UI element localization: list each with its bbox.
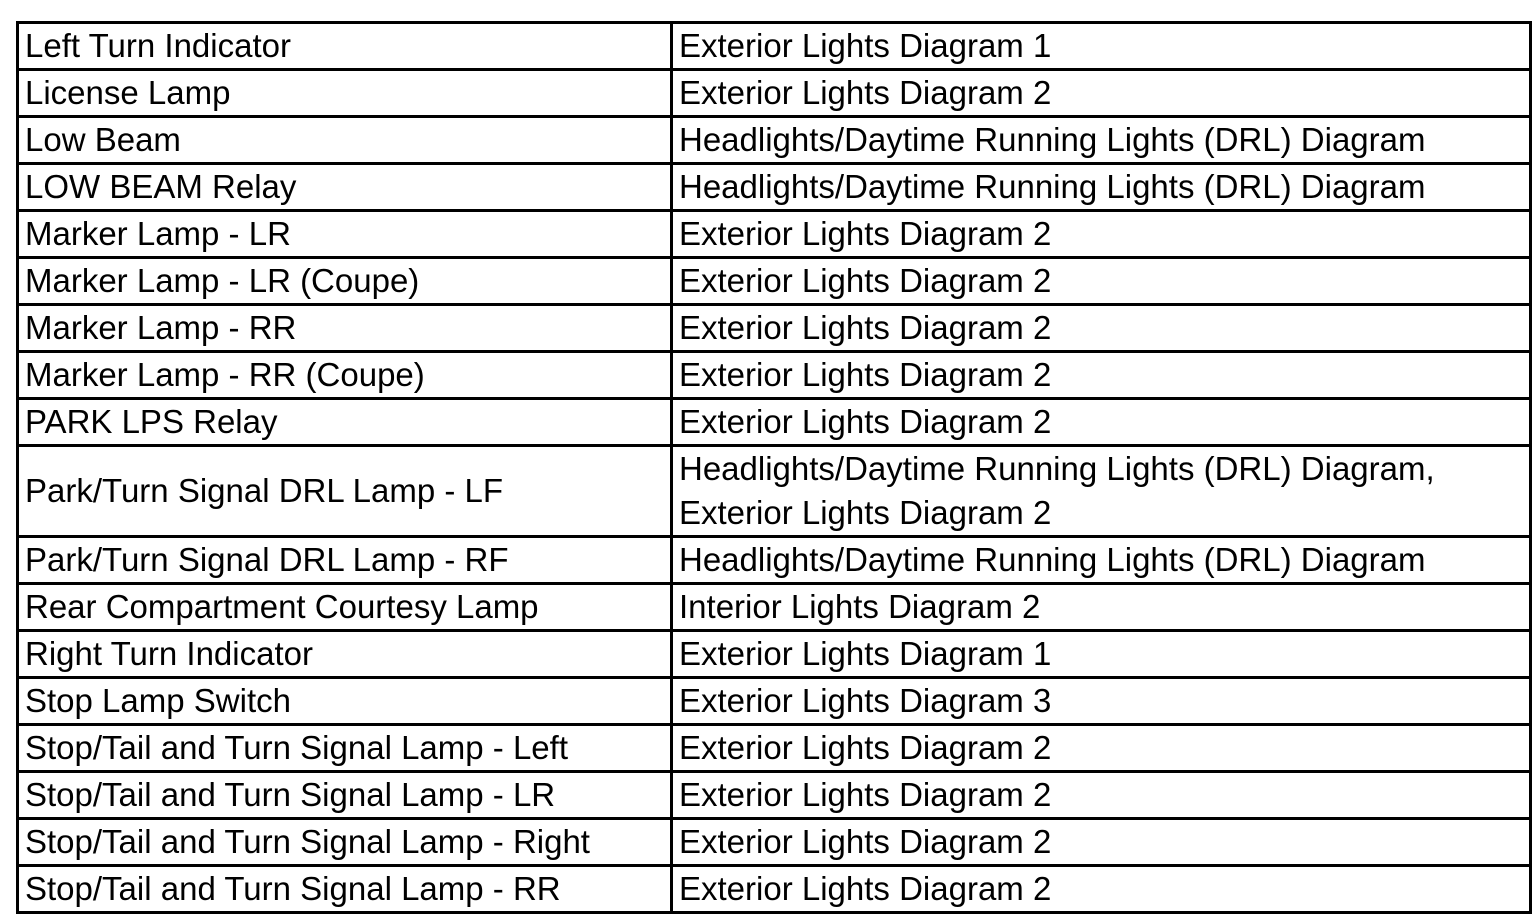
component-cell: Marker Lamp - RR	[18, 305, 672, 352]
diagram-reference: Exterior Lights Diagram 2	[679, 870, 1052, 907]
diagram-cell	[672, 164, 1531, 211]
diagram-reference: Exterior Lights Diagram 2	[679, 356, 1052, 393]
component-cell: Low Beam	[18, 117, 672, 164]
diagram-reference: Exterior Lights Diagram 2	[679, 823, 1052, 860]
diagram-cell	[672, 584, 1531, 631]
diagram-reference: Headlights/Daytime Running Lights (DRL) Diagram	[679, 541, 1426, 578]
diagram-reference: Exterior Lights Diagram 2	[679, 215, 1052, 252]
diagram-cell	[672, 866, 1531, 913]
table-row	[18, 725, 1531, 772]
diagram-cell	[672, 305, 1531, 352]
diagram-cell	[672, 819, 1531, 866]
diagram-reference: Exterior Lights Diagram 2	[679, 309, 1052, 346]
table-row	[18, 678, 1531, 725]
component-cell: Rear Compartment Courtesy Lamp	[18, 584, 672, 631]
diagram-cell	[672, 211, 1531, 258]
diagram-reference: Exterior Lights Diagram 2	[679, 494, 1052, 531]
component-cell: Left Turn Indicator	[18, 23, 672, 70]
diagram-reference: Interior Lights Diagram 2	[679, 588, 1041, 625]
diagram-reference: Exterior Lights Diagram 1	[679, 27, 1052, 64]
table-row	[18, 117, 1531, 164]
diagram-reference: Headlights/Daytime Running Lights (DRL) Diagram,	[679, 450, 1435, 487]
component-cell: PARK LPS Relay	[18, 399, 672, 446]
component-cell: Right Turn Indicator	[18, 631, 672, 678]
table-row	[18, 258, 1531, 305]
table-row	[18, 866, 1531, 913]
component-cell: Marker Lamp - LR (Coupe)	[18, 258, 672, 305]
component-cell: Park/Turn Signal DRL Lamp - RF	[18, 537, 672, 584]
diagram-cell	[672, 352, 1531, 399]
diagram-cell	[672, 678, 1531, 725]
diagram-cell	[672, 446, 1531, 537]
diagram-reference: Exterior Lights Diagram 3	[679, 682, 1052, 719]
diagram-cell	[672, 631, 1531, 678]
diagram-cell	[672, 258, 1531, 305]
table-row	[18, 631, 1531, 678]
diagram-reference: Exterior Lights Diagram 2	[679, 403, 1052, 440]
table-row	[18, 164, 1531, 211]
component-cell: Stop/Tail and Turn Signal Lamp - Right	[18, 819, 672, 866]
diagram-reference: Headlights/Daytime Running Lights (DRL) Diagram	[679, 168, 1426, 205]
component-cell: License Lamp	[18, 70, 672, 117]
diagram-reference: Exterior Lights Diagram 2	[679, 74, 1052, 111]
table-row	[18, 70, 1531, 117]
diagram-reference: Exterior Lights Diagram 1	[679, 635, 1052, 672]
table-row	[18, 772, 1531, 819]
component-cell: Stop/Tail and Turn Signal Lamp - RR	[18, 866, 672, 913]
table-row	[18, 352, 1531, 399]
table-row	[18, 399, 1531, 446]
diagram-cell	[672, 23, 1531, 70]
component-cell: Park/Turn Signal DRL Lamp - LF	[18, 446, 672, 537]
table-row	[18, 819, 1531, 866]
diagram-reference: Headlights/Daytime Running Lights (DRL) Diagram	[679, 121, 1426, 158]
component-cell: Stop/Tail and Turn Signal Lamp - Left	[18, 725, 672, 772]
table-row	[18, 537, 1531, 584]
diagram-cell	[672, 117, 1531, 164]
diagram-cell	[672, 772, 1531, 819]
component-cell: Stop Lamp Switch	[18, 678, 672, 725]
diagram-cell	[672, 725, 1531, 772]
table-row	[18, 584, 1531, 631]
component-cell: Stop/Tail and Turn Signal Lamp - LR	[18, 772, 672, 819]
diagram-reference: Exterior Lights Diagram 2	[679, 729, 1052, 766]
table-row	[18, 305, 1531, 352]
component-cell: Marker Lamp - LR	[18, 211, 672, 258]
table-row	[18, 446, 1531, 537]
table-row	[18, 23, 1531, 70]
component-diagram-table	[16, 21, 1532, 914]
component-cell: Marker Lamp - RR (Coupe)	[18, 352, 672, 399]
table-row	[18, 211, 1531, 258]
table-body	[18, 23, 1531, 913]
diagram-reference: Exterior Lights Diagram 2	[679, 262, 1052, 299]
diagram-cell	[672, 399, 1531, 446]
component-cell: LOW BEAM Relay	[18, 164, 672, 211]
diagram-reference: Exterior Lights Diagram 2	[679, 776, 1052, 813]
diagram-cell	[672, 537, 1531, 584]
diagram-cell	[672, 70, 1531, 117]
